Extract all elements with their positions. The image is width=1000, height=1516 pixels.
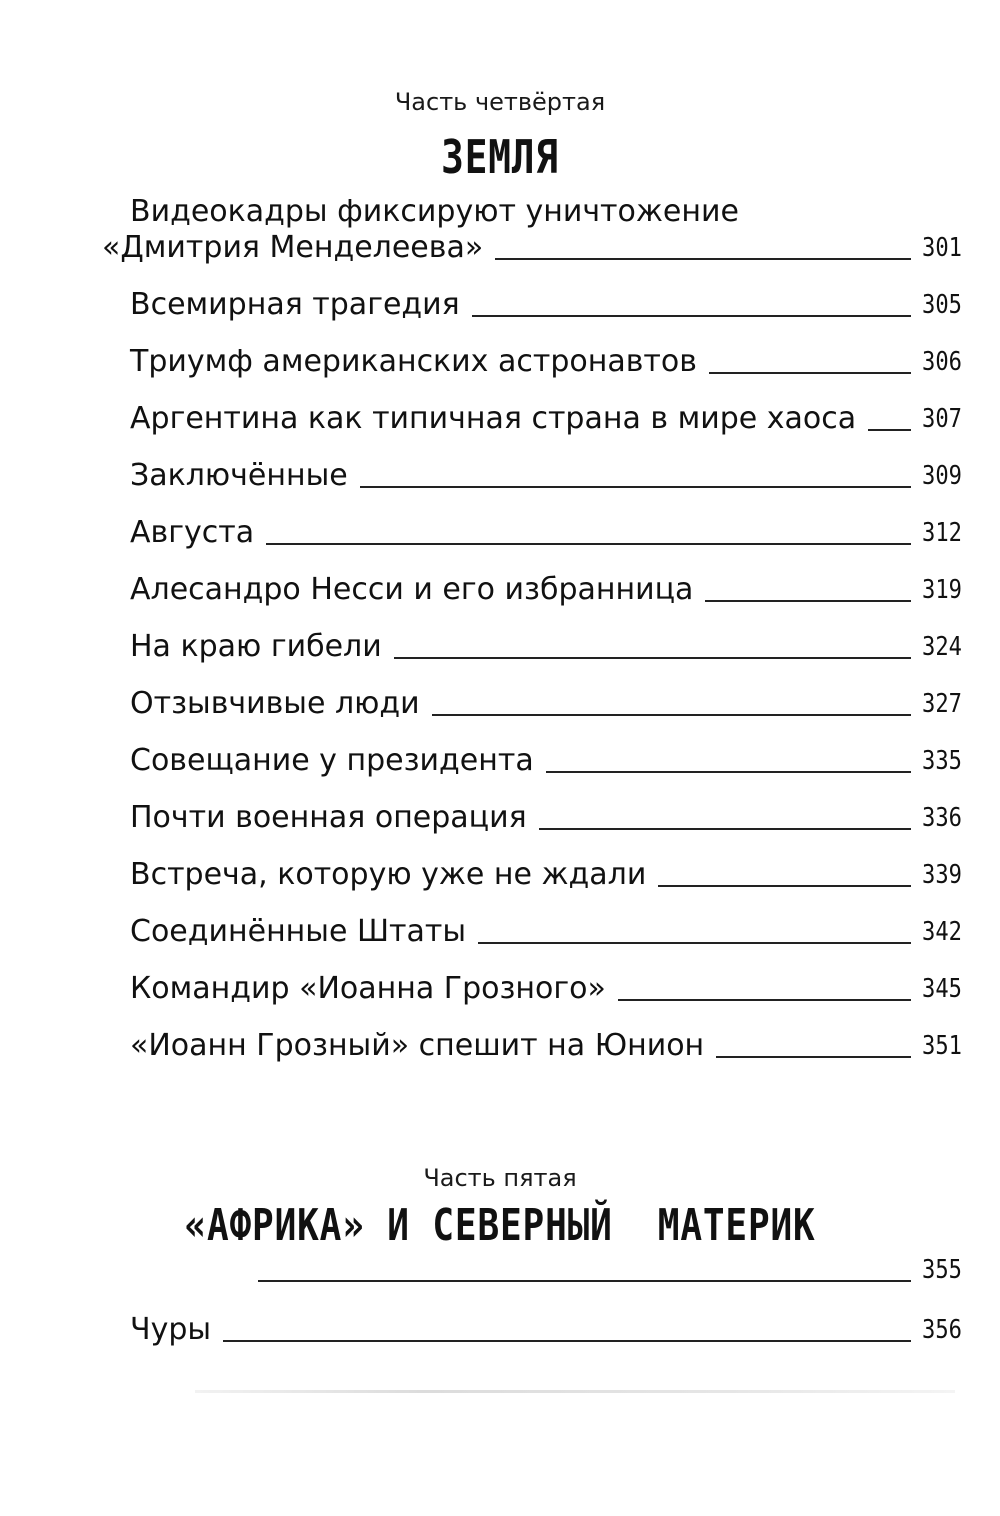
part-4-title: ЗЕМЛЯ xyxy=(441,130,559,184)
toc-entry[interactable] xyxy=(130,682,962,724)
toc-entry-title: «Иоанн Грозный» спешит на Юнион xyxy=(130,1028,705,1063)
toc-entry-page: 336 xyxy=(922,803,962,833)
toc-entry-page: 355 xyxy=(922,1255,962,1285)
toc-entry-title: «Дмитрия Менделеева» xyxy=(102,230,484,265)
toc-entry[interactable] xyxy=(130,739,962,781)
toc-entry-title: Почти военная операция xyxy=(130,800,527,835)
toc-entry-title: На краю гибели xyxy=(130,629,382,664)
toc-leader-line xyxy=(472,315,911,317)
toc-entry[interactable] xyxy=(130,796,962,838)
toc-entry[interactable] xyxy=(130,340,962,382)
toc-leader-line xyxy=(539,828,911,830)
toc-entry[interactable] xyxy=(130,283,962,325)
toc-entry[interactable] xyxy=(130,397,962,439)
toc-entry[interactable] xyxy=(130,625,962,667)
toc-entry-page: 342 xyxy=(922,917,962,947)
toc-entry-page: 305 xyxy=(922,290,962,320)
toc-entry-page: 335 xyxy=(922,746,962,776)
toc-entry-page: 345 xyxy=(922,974,962,1004)
scan-edge-line xyxy=(195,1390,955,1393)
toc-entry[interactable] xyxy=(130,853,962,895)
toc-entry-title: Триумф американских астронавтов xyxy=(130,344,697,379)
toc-leader-line xyxy=(223,1340,911,1342)
toc-leader-line xyxy=(478,942,911,944)
toc-entry[interactable] xyxy=(130,568,962,610)
toc-entry[interactable] xyxy=(258,1248,962,1290)
toc-leader-line xyxy=(432,714,911,716)
toc-entry-title: Отзывчивые люди xyxy=(130,686,420,721)
toc-entry[interactable] xyxy=(130,511,962,553)
toc-entry[interactable] xyxy=(130,1024,962,1066)
toc-entry-page: 309 xyxy=(922,461,962,491)
toc-leader-line xyxy=(716,1056,911,1058)
toc-leader-line xyxy=(360,486,911,488)
toc-entry-title: Алесандро Несси и его избранница xyxy=(130,572,694,607)
toc-leader-line xyxy=(546,771,911,773)
part-5-label: Часть пятая xyxy=(423,1164,577,1192)
toc-entry-page: 324 xyxy=(922,632,962,662)
toc-entry-title: Аргентина как типичная страна в мире хаоса xyxy=(130,401,857,436)
toc-entry[interactable] xyxy=(102,226,962,268)
toc-leader-line xyxy=(705,600,911,602)
toc-entry-title: Заключённые xyxy=(130,458,348,493)
toc-leader-line xyxy=(266,543,911,545)
toc-entry-title: Августа xyxy=(130,515,255,550)
toc-entry-title: Встреча, которую уже не ждали xyxy=(130,857,647,892)
toc-entry-title: Всемирная трагедия xyxy=(130,287,460,322)
toc-leader-line xyxy=(495,258,911,260)
toc-entry[interactable] xyxy=(130,1308,962,1350)
toc-entry-page: 339 xyxy=(922,860,962,890)
toc-entry[interactable] xyxy=(130,910,962,952)
toc-leader-line xyxy=(868,429,911,431)
toc-entry-title-line1: Видеокадры фиксируют уничтожение xyxy=(130,194,739,229)
toc-entry[interactable] xyxy=(130,967,962,1009)
toc-leader-line xyxy=(394,657,911,659)
toc-entry-page: 327 xyxy=(922,689,962,719)
toc-leader-line xyxy=(258,1280,911,1282)
toc-entry-title: Совещание у президента xyxy=(130,743,534,778)
toc-entry-title: Командир «Иоанна Грозного» xyxy=(130,971,606,1006)
toc-entry-page: 301 xyxy=(922,233,962,263)
toc-entry-page: 319 xyxy=(922,575,962,605)
toc-entry-page: 307 xyxy=(922,404,962,434)
toc-leader-line xyxy=(709,372,911,374)
toc-entry-title: Соединённые Штаты xyxy=(130,914,467,949)
toc-entry-page: 351 xyxy=(922,1031,962,1061)
toc-leader-line xyxy=(618,999,911,1001)
part-4-label: Часть четвёртая xyxy=(394,88,606,116)
toc-entry-page: 306 xyxy=(922,347,962,377)
toc-entry-page: 312 xyxy=(922,518,962,548)
toc-entry[interactable] xyxy=(130,454,962,496)
toc-leader-line xyxy=(658,885,911,887)
part-5-title: «АФРИКА» И СЕВЕРНЫЙ МАТЕРИК xyxy=(184,1200,816,1251)
toc-entry-page: 356 xyxy=(922,1315,962,1345)
toc-entry-title: Чуры xyxy=(130,1312,212,1347)
